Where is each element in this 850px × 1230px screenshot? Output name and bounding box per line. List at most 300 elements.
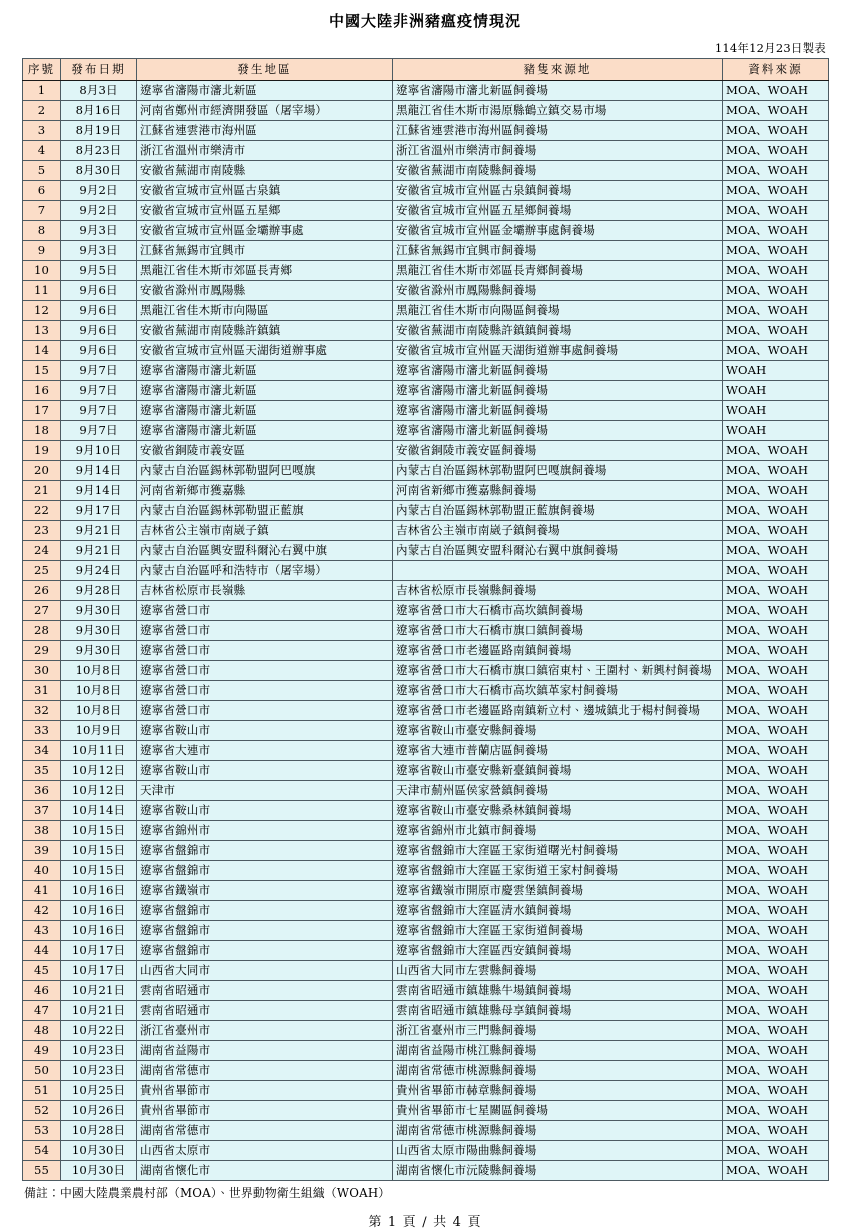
cell-index: 46 [23, 981, 61, 1001]
cell-location: 湖南省懷化市 [137, 1161, 393, 1181]
cell-index: 54 [23, 1141, 61, 1161]
cell-date: 9月21日 [61, 521, 137, 541]
cell-location: 江蘇省連雲港市海州區 [137, 121, 393, 141]
cell-date: 10月16日 [61, 881, 137, 901]
cell-index: 33 [23, 721, 61, 741]
table-row [23, 481, 829, 501]
cell-source: 遼寧省鞍山市臺安縣桑林鎮飼養場 [393, 801, 723, 821]
cell-location: 貴州省畢節市 [137, 1101, 393, 1121]
cell-origin: MOA、WOAH [723, 601, 829, 621]
cell-origin: MOA、WOAH [723, 1121, 829, 1141]
cell-origin: MOA、WOAH [723, 221, 829, 241]
table-row [23, 981, 829, 1001]
table-row [23, 201, 829, 221]
cell-date: 9月5日 [61, 261, 137, 281]
table-row [23, 641, 829, 661]
cell-date: 10月21日 [61, 1001, 137, 1021]
cell-location: 黑龍江省佳木斯市郊區長青鄉 [137, 261, 393, 281]
cell-origin: MOA、WOAH [723, 1001, 829, 1021]
cell-source: 內蒙古自治區錫林郭勒盟正藍旗飼養場 [393, 501, 723, 521]
cell-date: 10月28日 [61, 1121, 137, 1141]
cell-origin: MOA、WOAH [723, 241, 829, 261]
cell-origin: MOA、WOAH [723, 1141, 829, 1161]
table-row [23, 761, 829, 781]
cell-source: 安徽省蕪湖市南陵縣飼養場 [393, 161, 723, 181]
cell-location: 安徽省宣城市宣州區天湖街道辦事處 [137, 341, 393, 361]
cell-index: 53 [23, 1121, 61, 1141]
cell-origin: MOA、WOAH [723, 301, 829, 321]
cell-origin: MOA、WOAH [723, 1081, 829, 1101]
cell-date: 9月2日 [61, 201, 137, 221]
cell-origin: MOA、WOAH [723, 1021, 829, 1041]
cell-date: 10月8日 [61, 681, 137, 701]
table-row [23, 281, 829, 301]
cell-origin: MOA、WOAH [723, 721, 829, 741]
column-header-date: 發布日期 [61, 59, 137, 81]
cell-location: 遼寧省瀋陽市瀋北新區 [137, 361, 393, 381]
cell-location: 湖南省常德市 [137, 1061, 393, 1081]
table-row [23, 601, 829, 621]
cell-location: 安徽省宣城市宣州區古泉鎮 [137, 181, 393, 201]
cell-date: 8月3日 [61, 81, 137, 101]
footnote: 備註：中國大陸農業農村部（MOA）、世界動物衛生組織（WOAH） [24, 1186, 391, 1200]
table-row [23, 581, 829, 601]
cell-date: 9月6日 [61, 341, 137, 361]
cell-source: 江蘇省連雲港市海州區飼養場 [393, 121, 723, 141]
table-row [23, 801, 829, 821]
cell-index: 29 [23, 641, 61, 661]
cell-origin: MOA、WOAH [723, 841, 829, 861]
column-header-no: 序號 [23, 59, 61, 81]
cell-origin: MOA、WOAH [723, 681, 829, 701]
cell-location: 安徽省蕪湖市南陵縣許鎮鎮 [137, 321, 393, 341]
cell-location: 安徽省宣城市宣州區金壩辦事處 [137, 221, 393, 241]
cell-source: 內蒙古自治區興安盟科爾沁右翼中旗飼養場 [393, 541, 723, 561]
compiled-date: 114年12月23日製表 [714, 41, 826, 55]
cell-date: 9月6日 [61, 321, 137, 341]
table-row [23, 301, 829, 321]
cell-origin: MOA、WOAH [723, 541, 829, 561]
cell-date: 10月12日 [61, 781, 137, 801]
cell-location: 黑龍江省佳木斯市向陽區 [137, 301, 393, 321]
cell-origin: MOA、WOAH [723, 901, 829, 921]
cell-date: 10月25日 [61, 1081, 137, 1101]
cell-date: 9月14日 [61, 461, 137, 481]
table-row [23, 501, 829, 521]
cell-index: 21 [23, 481, 61, 501]
cell-index: 50 [23, 1061, 61, 1081]
cell-origin: MOA、WOAH [723, 921, 829, 941]
cell-source: 遼寧省瀋陽市瀋北新區飼養場 [393, 361, 723, 381]
cell-index: 14 [23, 341, 61, 361]
table-row [23, 401, 829, 421]
cell-date: 9月7日 [61, 361, 137, 381]
table-row [23, 1081, 829, 1101]
cell-source: 安徽省宣城市宣州區五星鄉飼養場 [393, 201, 723, 221]
cell-origin: MOA、WOAH [723, 661, 829, 681]
cell-date: 9月7日 [61, 401, 137, 421]
cell-index: 22 [23, 501, 61, 521]
cell-location: 山西省大同市 [137, 961, 393, 981]
cell-source: 安徽省宣城市宣州區金壩辦事處飼養場 [393, 221, 723, 241]
cell-index: 17 [23, 401, 61, 421]
cell-source: 遼寧省大連市普蘭店區飼養場 [393, 741, 723, 761]
table-row [23, 421, 829, 441]
cell-date: 10月15日 [61, 861, 137, 881]
cell-origin: WOAH [723, 401, 829, 421]
cell-index: 10 [23, 261, 61, 281]
cell-origin: MOA、WOAH [723, 1061, 829, 1081]
cell-index: 41 [23, 881, 61, 901]
cell-origin: MOA、WOAH [723, 161, 829, 181]
cell-source: 遼寧省營口市大石橋市旗口鎮飼養場 [393, 621, 723, 641]
cell-origin: MOA、WOAH [723, 981, 829, 1001]
column-header-origin: 資料來源 [723, 59, 829, 81]
cell-source: 遼寧省瀋陽市瀋北新區飼養場 [393, 81, 723, 101]
cell-location: 遼寧省營口市 [137, 661, 393, 681]
cell-index: 35 [23, 761, 61, 781]
cell-origin: MOA、WOAH [723, 621, 829, 641]
cell-origin: MOA、WOAH [723, 1161, 829, 1181]
cell-source: 遼寧省營口市大石橋市旗口鎮宿東村、王圍村、新興村飼養場 [393, 661, 723, 681]
table-row [23, 621, 829, 641]
cell-location: 浙江省臺州市 [137, 1021, 393, 1041]
cell-location: 遼寧省鞍山市 [137, 801, 393, 821]
cell-origin: MOA、WOAH [723, 501, 829, 521]
table-row [23, 901, 829, 921]
cell-location: 安徽省宣城市宣州區五星鄉 [137, 201, 393, 221]
cell-date: 9月30日 [61, 601, 137, 621]
cell-location: 遼寧省營口市 [137, 641, 393, 661]
cell-index: 26 [23, 581, 61, 601]
cell-index: 45 [23, 961, 61, 981]
cell-index: 37 [23, 801, 61, 821]
cell-index: 19 [23, 441, 61, 461]
table-row [23, 821, 829, 841]
cell-source: 浙江省臺州市三門縣飼養場 [393, 1021, 723, 1041]
cell-origin: MOA、WOAH [723, 1101, 829, 1121]
cell-date: 10月17日 [61, 961, 137, 981]
cell-location: 河南省鄭州市經濟開發區（屠宰場） [137, 101, 393, 121]
cell-source: 安徽省滁州市鳳陽縣飼養場 [393, 281, 723, 301]
column-header-location: 發生地區 [137, 59, 393, 81]
cell-source: 湖南省懷化市沅陵縣飼養場 [393, 1161, 723, 1181]
cell-source: 遼寧省盤錦市大窪區王家街道王家村飼養場 [393, 861, 723, 881]
cell-index: 1 [23, 81, 61, 101]
cell-origin: MOA、WOAH [723, 761, 829, 781]
cell-source: 河南省新鄉市獲嘉縣飼養場 [393, 481, 723, 501]
cell-source: 湖南省益陽市桃江縣飼養場 [393, 1041, 723, 1061]
cell-source: 安徽省銅陵市義安區飼養場 [393, 441, 723, 461]
cell-index: 24 [23, 541, 61, 561]
cell-source: 遼寧省盤錦市大窪區王家街道曙光村飼養場 [393, 841, 723, 861]
table-row [23, 461, 829, 481]
cell-date: 10月11日 [61, 741, 137, 761]
cell-source: 遼寧省瀋陽市瀋北新區飼養場 [393, 401, 723, 421]
cell-location: 遼寧省鐵嶺市 [137, 881, 393, 901]
table-row [23, 141, 829, 161]
cell-location: 浙江省溫州市樂清市 [137, 141, 393, 161]
cell-index: 28 [23, 621, 61, 641]
cell-index: 55 [23, 1161, 61, 1181]
cell-origin: MOA、WOAH [723, 1041, 829, 1061]
table-row [23, 121, 829, 141]
cell-index: 42 [23, 901, 61, 921]
cell-index: 27 [23, 601, 61, 621]
cell-source [393, 561, 723, 581]
cell-location: 內蒙古自治區呼和浩特市（屠宰場） [137, 561, 393, 581]
cell-index: 13 [23, 321, 61, 341]
cell-origin: MOA、WOAH [723, 461, 829, 481]
cell-date: 10月30日 [61, 1141, 137, 1161]
cell-date: 9月30日 [61, 641, 137, 661]
cell-location: 湖南省益陽市 [137, 1041, 393, 1061]
cell-date: 9月28日 [61, 581, 137, 601]
table-row [23, 961, 829, 981]
cell-index: 49 [23, 1041, 61, 1061]
table-row [23, 681, 829, 701]
table-row [23, 941, 829, 961]
cell-date: 9月10日 [61, 441, 137, 461]
cell-index: 25 [23, 561, 61, 581]
cell-index: 15 [23, 361, 61, 381]
cell-location: 遼寧省盤錦市 [137, 841, 393, 861]
cell-location: 雲南省昭通市 [137, 981, 393, 1001]
cell-date: 10月21日 [61, 981, 137, 1001]
cell-date: 9月17日 [61, 501, 137, 521]
cell-source: 遼寧省盤錦市大窪區西安鎮飼養場 [393, 941, 723, 961]
cell-origin: MOA、WOAH [723, 121, 829, 141]
cell-source: 湖南省常德市桃源縣飼養場 [393, 1061, 723, 1081]
table-row [23, 1041, 829, 1061]
cell-index: 43 [23, 921, 61, 941]
cell-index: 3 [23, 121, 61, 141]
cell-location: 遼寧省營口市 [137, 681, 393, 701]
cell-index: 8 [23, 221, 61, 241]
cell-date: 10月15日 [61, 841, 137, 861]
cell-date: 10月22日 [61, 1021, 137, 1041]
cell-source: 安徽省蕪湖市南陵縣許鎮鎮飼養場 [393, 321, 723, 341]
cell-source: 遼寧省鐵嶺市開原市慶雲堡鎮飼養場 [393, 881, 723, 901]
cell-index: 30 [23, 661, 61, 681]
cell-index: 16 [23, 381, 61, 401]
cell-source: 遼寧省營口市老邊區路南鎮新立村、邊城鎮北于楊村飼養場 [393, 701, 723, 721]
table-row [23, 101, 829, 121]
cell-source: 黑龍江省佳木斯市湯原縣鶴立鎮交易市場 [393, 101, 723, 121]
cell-index: 51 [23, 1081, 61, 1101]
cell-source: 遼寧省營口市大石橋市高坎鎮革家村飼養場 [393, 681, 723, 701]
column-header-source: 豬隻來源地 [393, 59, 723, 81]
cell-date: 9月7日 [61, 381, 137, 401]
cell-location: 遼寧省瀋陽市瀋北新區 [137, 81, 393, 101]
cell-origin: MOA、WOAH [723, 141, 829, 161]
cell-location: 安徽省銅陵市義安區 [137, 441, 393, 461]
table-row [23, 701, 829, 721]
cell-origin: MOA、WOAH [723, 641, 829, 661]
cell-location: 遼寧省鞍山市 [137, 721, 393, 741]
cell-source: 黑龍江省佳木斯市向陽區飼養場 [393, 301, 723, 321]
cell-source: 江蘇省無錫市宜興市飼養場 [393, 241, 723, 261]
cell-location: 江蘇省無錫市宜興市 [137, 241, 393, 261]
cell-source: 吉林省公主嶺市南崴子鎮飼養場 [393, 521, 723, 541]
cell-source: 貴州省畢節市七星關區飼養場 [393, 1101, 723, 1121]
cell-origin: MOA、WOAH [723, 961, 829, 981]
cell-location: 湖南省常德市 [137, 1121, 393, 1141]
cell-location: 吉林省松原市長嶺縣 [137, 581, 393, 601]
table-row [23, 1001, 829, 1021]
cell-location: 遼寧省鞍山市 [137, 761, 393, 781]
cell-date: 10月26日 [61, 1101, 137, 1121]
cell-origin: MOA、WOAH [723, 581, 829, 601]
cell-location: 遼寧省盤錦市 [137, 941, 393, 961]
cell-index: 23 [23, 521, 61, 541]
cell-location: 雲南省昭通市 [137, 1001, 393, 1021]
cell-origin: MOA、WOAH [723, 701, 829, 721]
table-row [23, 921, 829, 941]
table-row [23, 1101, 829, 1121]
cell-source: 黑龍江省佳木斯市郊區長青鄉飼養場 [393, 261, 723, 281]
cell-source: 遼寧省瀋陽市瀋北新區飼養場 [393, 421, 723, 441]
cell-index: 32 [23, 701, 61, 721]
table-row [23, 81, 829, 101]
cell-location: 遼寧省瀋陽市瀋北新區 [137, 381, 393, 401]
cell-origin: MOA、WOAH [723, 861, 829, 881]
cell-date: 9月30日 [61, 621, 137, 641]
cell-source: 遼寧省鞍山市臺安縣新臺鎮飼養場 [393, 761, 723, 781]
cell-source: 吉林省松原市長嶺縣飼養場 [393, 581, 723, 601]
cell-index: 5 [23, 161, 61, 181]
cell-date: 10月15日 [61, 821, 137, 841]
cell-index: 40 [23, 861, 61, 881]
cell-source: 安徽省宣城市宣州區古泉鎮飼養場 [393, 181, 723, 201]
cell-source: 雲南省昭通市鎮雄縣母享鎮飼養場 [393, 1001, 723, 1021]
table-row [23, 1161, 829, 1181]
cell-source: 遼寧省盤錦市大窪區清水鎮飼養場 [393, 901, 723, 921]
cell-date: 10月8日 [61, 701, 137, 721]
cell-index: 31 [23, 681, 61, 701]
cell-source: 遼寧省瀋陽市瀋北新區飼養場 [393, 381, 723, 401]
table-row [23, 381, 829, 401]
cell-date: 9月24日 [61, 561, 137, 581]
cell-index: 34 [23, 741, 61, 761]
cell-origin: MOA、WOAH [723, 781, 829, 801]
cell-origin: MOA、WOAH [723, 81, 829, 101]
cell-location: 遼寧省瀋陽市瀋北新區 [137, 421, 393, 441]
cell-index: 9 [23, 241, 61, 261]
page-title: 中國大陸非洲豬瘟疫情現況 [328, 12, 521, 30]
cell-source: 遼寧省錦州市北鎮市飼養場 [393, 821, 723, 841]
cell-date: 10月12日 [61, 761, 137, 781]
cell-date: 10月14日 [61, 801, 137, 821]
cell-source: 浙江省溫州市樂清市飼養場 [393, 141, 723, 161]
cell-origin: MOA、WOAH [723, 521, 829, 541]
cell-index: 44 [23, 941, 61, 961]
cell-date: 10月16日 [61, 901, 137, 921]
cell-index: 38 [23, 821, 61, 841]
cell-index: 4 [23, 141, 61, 161]
cell-index: 2 [23, 101, 61, 121]
cell-index: 7 [23, 201, 61, 221]
cell-origin: MOA、WOAH [723, 821, 829, 841]
cell-origin: MOA、WOAH [723, 881, 829, 901]
cell-date: 9月21日 [61, 541, 137, 561]
cell-date: 8月19日 [61, 121, 137, 141]
cell-origin: MOA、WOAH [723, 941, 829, 961]
table-row [23, 661, 829, 681]
table-row [23, 781, 829, 801]
cell-index: 6 [23, 181, 61, 201]
table-row [23, 741, 829, 761]
cell-location: 內蒙古自治區錫林郭勒盟阿巴嘎旗 [137, 461, 393, 481]
cell-origin: WOAH [723, 381, 829, 401]
cell-origin: MOA、WOAH [723, 801, 829, 821]
cell-index: 18 [23, 421, 61, 441]
cell-source: 安徽省宣城市宣州區天湖街道辦事處飼養場 [393, 341, 723, 361]
cell-source: 內蒙古自治區錫林郭勒盟阿巴嘎旗飼養場 [393, 461, 723, 481]
cell-location: 內蒙古自治區錫林郭勒盟正藍旗 [137, 501, 393, 521]
cell-location: 遼寧省大連市 [137, 741, 393, 761]
table-row [23, 341, 829, 361]
cell-date: 10月16日 [61, 921, 137, 941]
table-row [23, 881, 829, 901]
cell-index: 36 [23, 781, 61, 801]
cell-date: 10月30日 [61, 1161, 137, 1181]
cell-origin: MOA、WOAH [723, 341, 829, 361]
cell-source: 遼寧省營口市大石橋市高坎鎮飼養場 [393, 601, 723, 621]
cell-date: 8月30日 [61, 161, 137, 181]
cell-location: 遼寧省營口市 [137, 621, 393, 641]
cell-source: 湖南省常德市桃源縣飼養場 [393, 1121, 723, 1141]
cell-origin: MOA、WOAH [723, 441, 829, 461]
cell-index: 12 [23, 301, 61, 321]
cell-location: 遼寧省錦州市 [137, 821, 393, 841]
cell-location: 遼寧省瀋陽市瀋北新區 [137, 401, 393, 421]
cell-source: 遼寧省盤錦市大窪區王家街道飼養場 [393, 921, 723, 941]
table-row [23, 361, 829, 381]
cell-date: 9月3日 [61, 241, 137, 261]
table-row [23, 1121, 829, 1141]
table-row [23, 841, 829, 861]
cell-location: 遼寧省盤錦市 [137, 861, 393, 881]
table-row [23, 181, 829, 201]
cell-origin: MOA、WOAH [723, 481, 829, 501]
cell-date: 9月2日 [61, 181, 137, 201]
cell-source: 天津市薊州區侯家營鎮飼養場 [393, 781, 723, 801]
table-row [23, 721, 829, 741]
cell-date: 8月16日 [61, 101, 137, 121]
table-container [0, 58, 850, 1181]
cell-location: 內蒙古自治區興安盟科爾沁右翼中旗 [137, 541, 393, 561]
table-row [23, 221, 829, 241]
cell-index: 20 [23, 461, 61, 481]
table-row [23, 1141, 829, 1161]
cell-date: 10月8日 [61, 661, 137, 681]
table-header-row [23, 59, 829, 81]
table-row [23, 861, 829, 881]
cell-source: 山西省大同市左雲縣飼養場 [393, 961, 723, 981]
cell-index: 52 [23, 1101, 61, 1121]
cell-index: 39 [23, 841, 61, 861]
cell-location: 遼寧省營口市 [137, 701, 393, 721]
table-row [23, 541, 829, 561]
cell-location: 遼寧省盤錦市 [137, 921, 393, 941]
cell-origin: MOA、WOAH [723, 741, 829, 761]
table-row [23, 161, 829, 181]
table-row [23, 241, 829, 261]
table-row [23, 321, 829, 341]
cell-date: 9月6日 [61, 281, 137, 301]
cell-date: 9月14日 [61, 481, 137, 501]
